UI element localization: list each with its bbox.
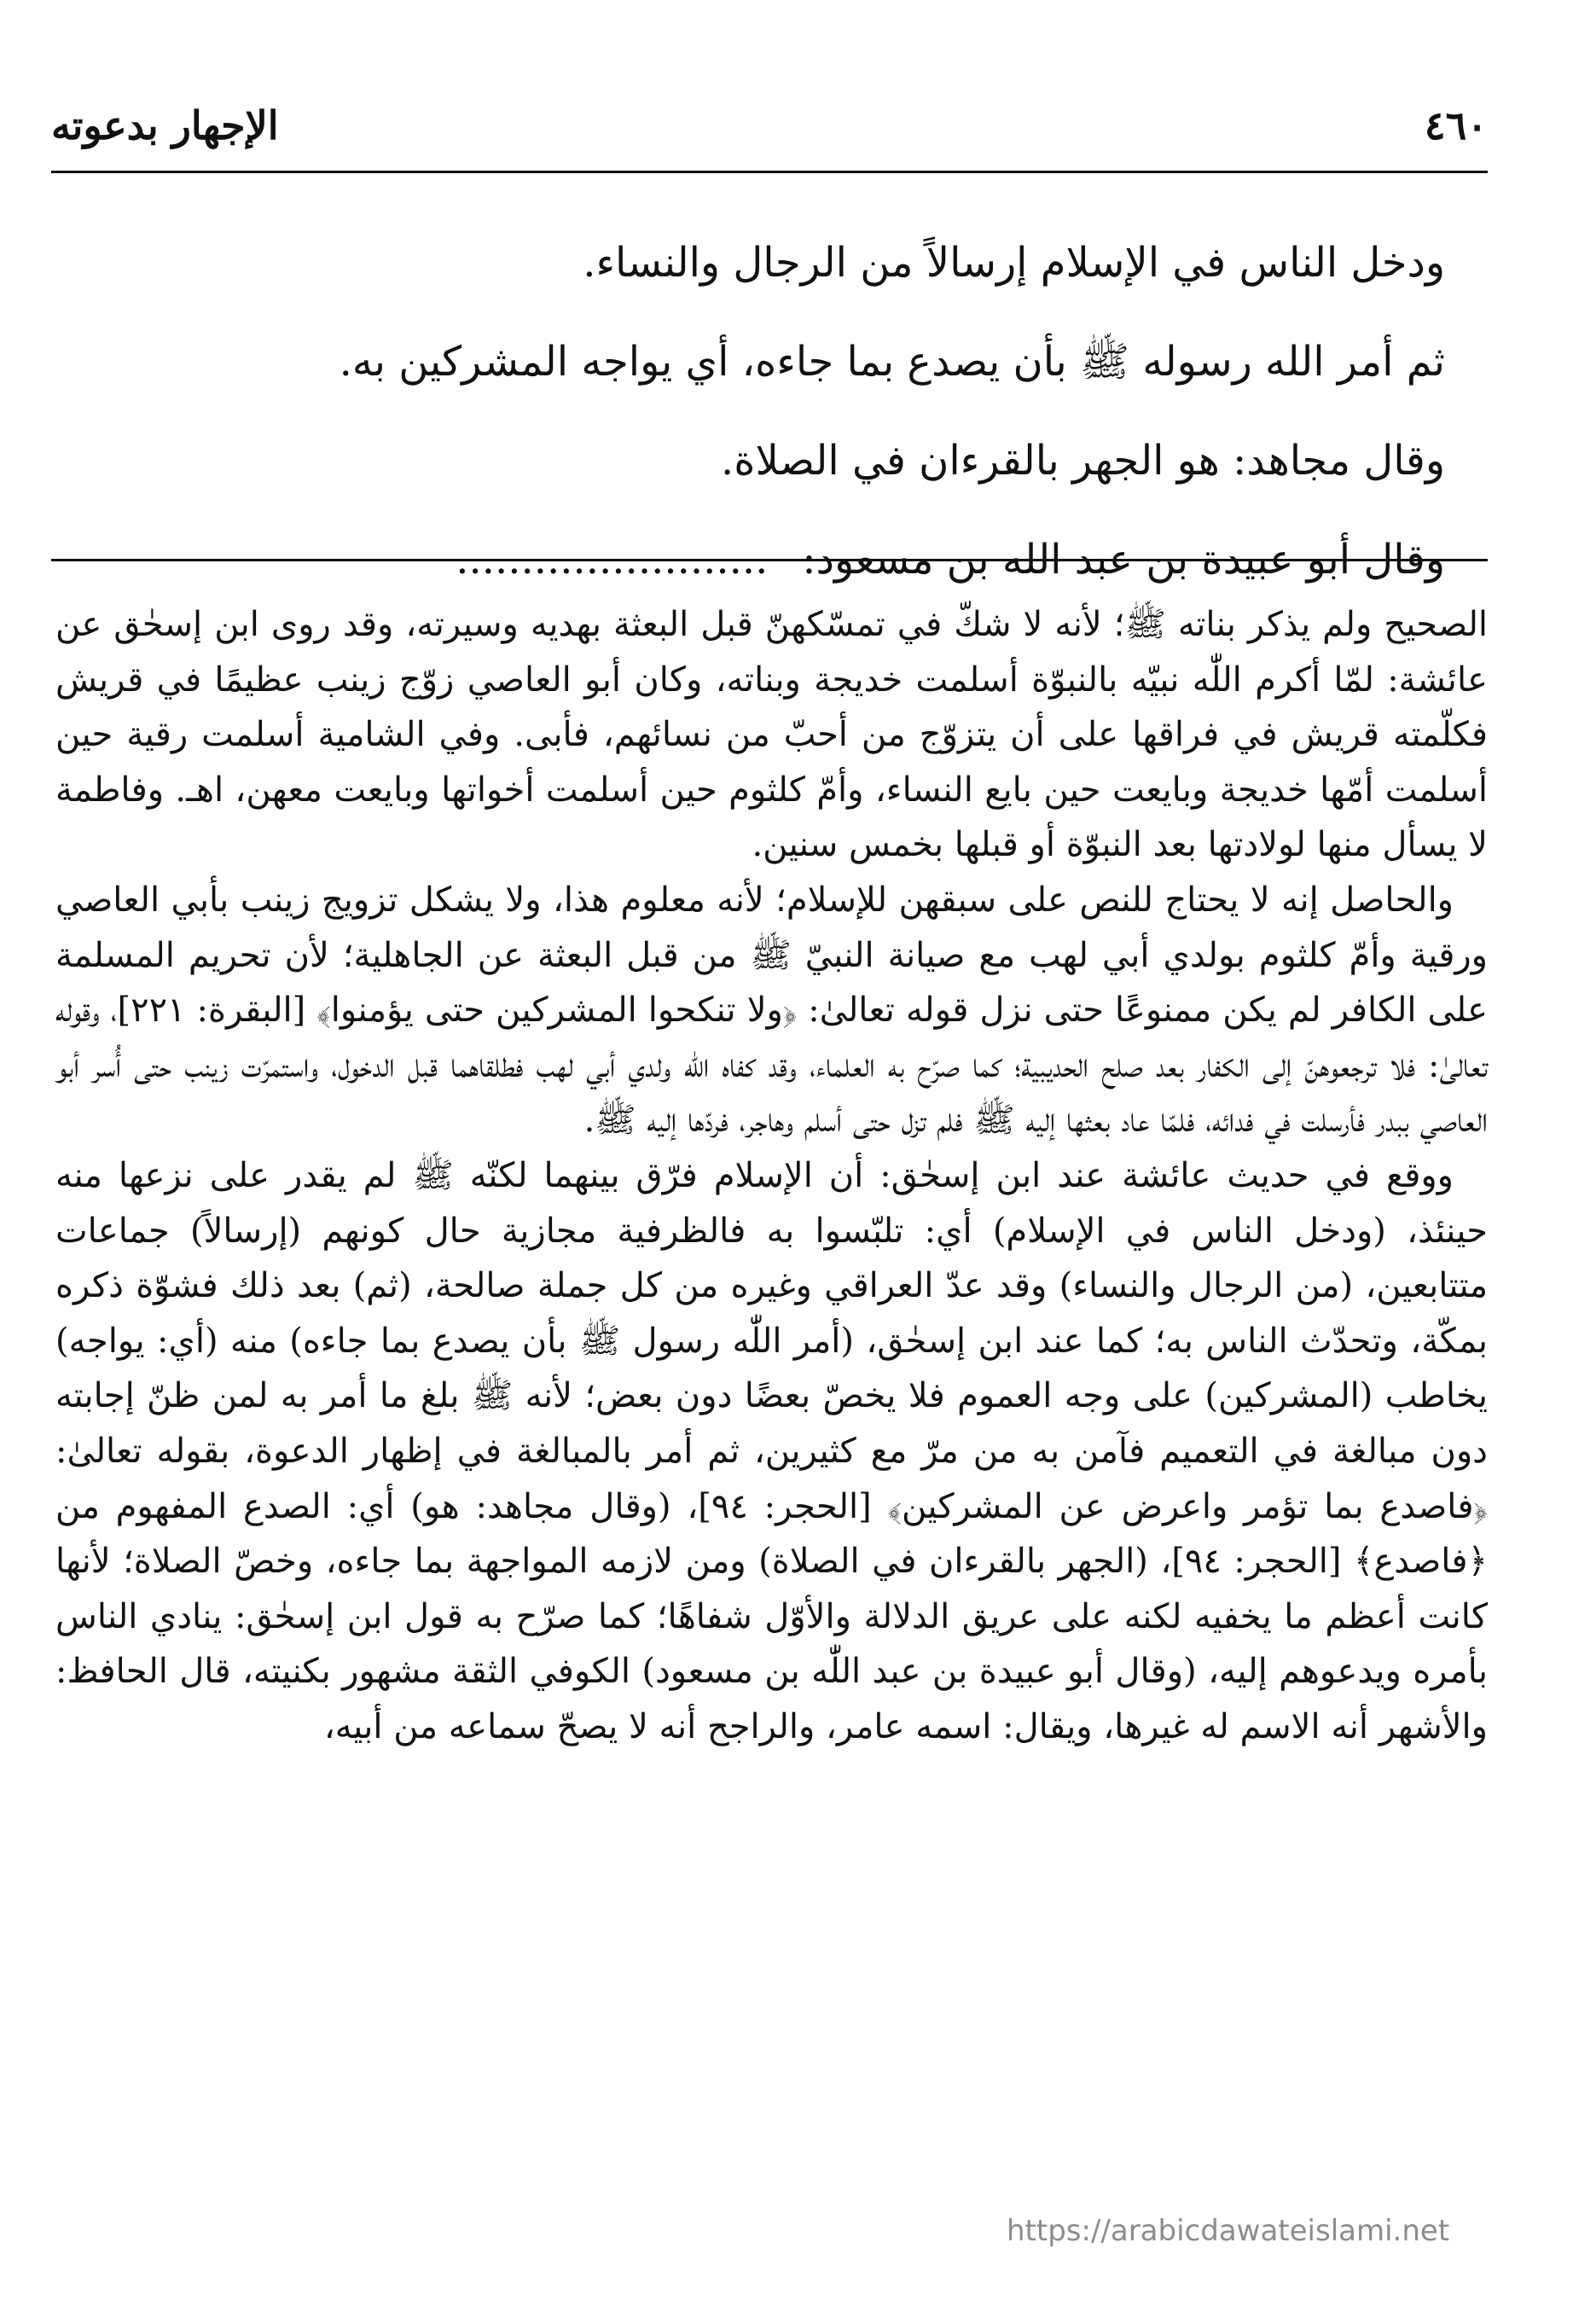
hadith-line: ودخل الناس في الإسلام إرسالاً من الرجال والنساء. [583,239,1445,287]
watermark-url: https://arabicdawateislami.net [1007,2214,1450,2248]
page-number: ٤٦٠ [1424,102,1488,148]
header-divider [51,171,1488,173]
commentary-paragraph: الصحيح ولم يذكر بناته ﷺ؛ لأنه لا شكّ في تمسّكهنّ قبل البعثة بهديه وسيرته، وقد روى ابن إسحٰق عن عائشة: لمّا أكرم اللّٰه نبيّه بالنبوّة أسلمت خديجة وبناته، وكان أبو العاصي زوّج زينب عظيمًا في قريش فكلّمته قريش في فراقها على أن يتزوّج من أحبّ من نسائهم، فأبى. وفي الشامية أسلمت رقية حين أسلمت أمّها خديجة وبايعت حين بايع النساء، وأمّ كلثوم حين أسلمت أخواتها وبايعت معهن، اهـ. وفاطمة لا يسأل منها لولادتها بعد النبوّة أو قبلها بخمس سنين. [55,605,1489,865]
hadith-text [102,213,1445,609]
section-divider [51,559,1488,561]
commentary-paragraph: ووقع في حديث عائشة عند ابن إسحٰق: أن الإسلام فرّق بينهما لكنّه ﷺ لم يقدر على نزعها منه حينئذ، (ودخل الناس في الإسلام) أي: تلبّسوا به فالظرفية مجازية حال كونهم (إرسالاً) جماعات متتابعين، (من الرجال والنساء) وقد عدّ العراقي وغيره من كل جملة صالحة، (ثم) بعد ذلك فشوّة ذكره بمكّة، وتحدّث الناس به؛ كما عند ابن إسحٰق، (أمر اللّٰه رسول ﷺ بأن يصدع بما جاءه) منه (أي: يواجه) يخاطب (المشركين) على وجه العموم فلا يخصّ بعضًا دون بعض؛ لأنه ﷺ بلغ ما أمر به لمن ظنّ إجابته دون مبالغة في التعميم فآمن به من مرّ مع كثيرين، ثم أمر بالمبالغة في إظهار الدعوة، بقوله تعالىٰ: ﴿فاصدع بما تؤمر واعرض عن المشركين﴾ [الحجر: ٩٤]، (وقال مجاهد: هو) أي: الصدع المفهوم من ﴿فاصدع﴾ [الحجر: ٩٤]، (الجهر بالقرءان في الصلاة) ومن لازمه المواجهة بما جاءه، وخصّ الصلاة؛ لأنها كانت أعظم ما يخفيه لكنه على عريق الدلالة والأوّل شفاهًا؛ كما صرّح به قول ابن إسحٰق: ينادي الناس بأمره ويدعوهم إليه، (وقال أبو عبيدة بن عبد اللّٰه بن مسعود) الكوفي الثقة مشهور بكنيته، قال الحافظ: والأشهر أنه الاسم له غيرها، ويقال: اسمه عامر، والراجح أنه لا يصحّ سماعه من أبيه، [55,1155,1488,1746]
commentary-paragraph: والحاصل إنه لا يحتاج للنص على سبقهن للإسلام؛ لأنه معلوم هذا، ولا يشكل تزويج زينب بأبي العاصي ورقية وأمّ كلثوم بولدي أبي لهب مع صيانة النبيّ ﷺ من قبل البعثة عن الجاهلية؛ لأن تحريم المسلمة على الكافر لم يكن ممنوعًا حتى نزل قوله تعالىٰ: ﴿ولا تنكحوا المشركين حتى يؤمنوا﴾ [البقرة: ٢٢١]، وقوله تعالىٰ: فلا ترجعوهنّ إلى الكفار بعد صلح الحديبية؛ كما صرّح به العلماء، وقد كفاه اللّٰه ولدي أبي لهب فطلقاهما قبل الدخول، واستمرّت زينب حتى أُسر أبو العاصي ببدر فأرسلت في فدائه، فلمّا عاد بعثها إليه ﷺ فلم تزل حتى أسلم وهاجر، فردّها إليه ﷺ. [55,880,1488,1141]
hadith-line: وقال مجاهد: هو الجهر بالقرءان في الصلاة. [721,437,1445,485]
commentary-text [55,597,1488,1754]
running-title: الإجهار بدعوته [51,102,279,148]
hadith-line: ثم أمر الله رسوله ﷺ بأن يصدع بما جاءه، أي يواجه المشركين به. [339,338,1445,386]
page-header [51,102,1488,162]
continuation-dots: ........................ [456,536,769,584]
hadith-line-text: وقال أبو عبيدة بن عبد الله بن مسعود: [802,536,1445,584]
